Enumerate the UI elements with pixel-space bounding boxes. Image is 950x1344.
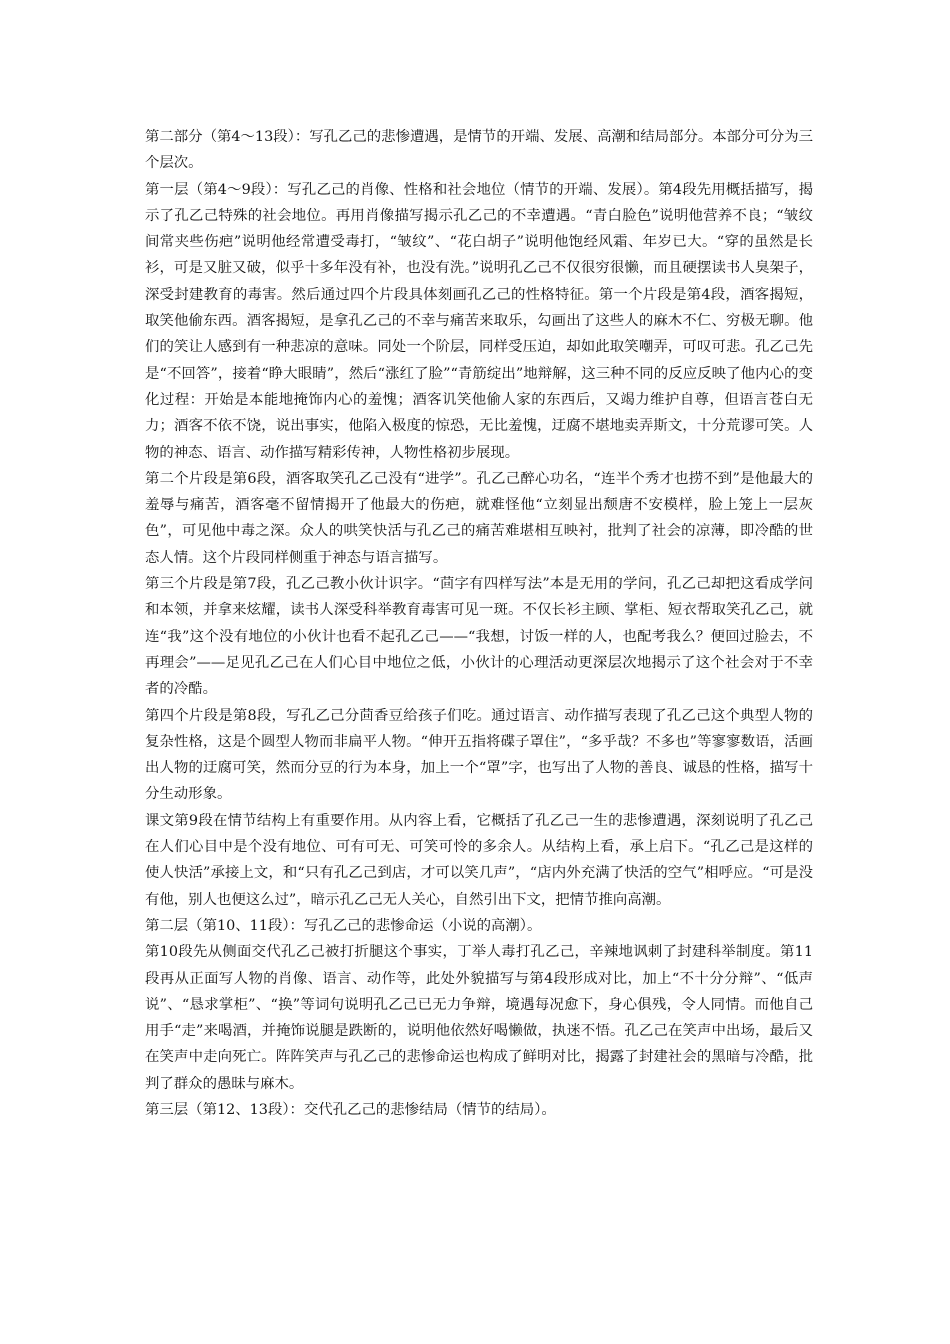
paragraph-section-nine: 课文第9段在情节结构上有重要作用。从内容上看，它概括了孔乙己一生的悲惨遭遇，深刻说明了孔乙己在人们心目中是个没有地位、可有可无、可笑可怜的多余人。从结构上看，承上启下。“孔乙己是这样的使人快活”承接上文，和“只有孔乙己到店，才可以笑几声”，“店内外充满了快活的空气”相呼应。“可是没有他，别人也便这么过”，暗示孔乙己无人关心，自然引出下文，把情节推向高潮。: [145, 812, 813, 908]
paragraph-layer-two-heading: 第二层（第10、11段）：写孔乙己的悲惨命运（小说的高潮）。: [145, 917, 542, 934]
paragraph-layer-three-heading: 第三层（第12、13段）：交代孔乙己的悲惨结局（情节的结局）。: [145, 1101, 556, 1118]
paragraph-layer-one: 第一层（第4～9段）：写孔乙己的肖像、性格和社会地位（情节的开端、发展）。第4段先用概括描写，揭示了孔乙己特殊的社会地位。再用肖像描写揭示孔乙己的不幸遭遇。“青白脸色”说明他营养不良；“皱纹间常夹些伤疤”说明他经常遭受毒打，“皱纹”、“花白胡子”说明他饱经风霜、年岁已大。“穿的虽然是长衫，可是又脏又破，似乎十多年没有补，也没有洗。”说明孔乙己不仅很穷很懒，而且硬摆读书人臭架子，深受封建教育的毒害。然后通过四个片段具体刻画孔乙己的性格特征。第一个片段是第4段，酒客揭短，取笑他偷东西。酒客揭短，是拿孔乙己的不幸与痛苦来取乐，勾画出了这些人的麻木不仁、穷极无聊。他们的笑让人感到有一种悲凉的意味。同处一个阶层，同样受压迫，却如此取笑嘲弄，可叹可悲。孔乙己先是“不回答”，接着“睁大眼睛”，然后“涨红了脸”“青筋绽出”地辩解，这三种不同的反应反映了他内心的变化过程：开始是本能地掩饰内心的羞愧；酒客讥笑他偷人家的东西后，又竭力维护自尊，但语言苍白无力；酒客不依不饶，说出事实，他陷入极度的惊恐，无比羞愧，迂腐不堪地卖弄斯文，十分荒谬可笑。人物的神态、语言、动作描写精彩传神，人物性格初步展现。: [145, 181, 813, 461]
paragraph-part-two-overview: 第二部分（第4～13段）：写孔乙己的悲惨遭遇，是情节的开端、发展、高潮和结局部分。本部分可分为三个层次。: [145, 129, 813, 172]
paragraph-segment-three: 第三个片段是第7段，孔乙己教小伙计识字。“茴字有四样写法”本是无用的学问，孔乙己却把这看成学问和本领，并拿来炫耀，读书人深受科举教育毒害可见一斑。不仅长衫主顾、掌柜、短衣帮取笑孔乙己，就连“我”这个没有地位的小伙计也看不起孔乙己——“我想，讨饭一样的人，也配考我么？便回过脸去，不再理会”——足见孔乙己在人们心目中地位之低，小伙计的心理活动更深层次地揭示了这个社会对于不幸者的冷酷。: [145, 576, 813, 698]
paragraph-segment-four: 第四个片段是第8段，写孔乙己分茴香豆给孩子们吃。通过语言、动作描写表现了孔乙己这个典型人物的复杂性格，这是个圆型人物而非扁平人物。“伸开五指将碟子罩住”，“多乎哉？不多也”等寥寥数语，活画出人物的迂腐可笑，然而分豆的行为本身，加上一个“罩”字，也写出了人物的善良、诚恳的性格，描写十分生动形象。: [145, 707, 813, 803]
paragraph-segment-two: 第二个片段是第6段，酒客取笑孔乙己没有“进学”。孔乙己醉心功名，“连半个秀才也捞不到”是他最大的羞辱与痛苦，酒客毫不留情揭开了他最大的伤疤，就难怪他“立刻显出颓唐不安模样，脸上笼上一层灰色”，可见他中毒之深。众人的哄笑快活与孔乙己的痛苦难堪相互映衬，批判了社会的凉薄，即冷酷的世态人情。这个片段同样侧重于神态与语言描写。: [145, 470, 813, 566]
document-page: [145, 124, 813, 1123]
paragraph-layer-two-body: 第10段先从侧面交代孔乙己被打折腿这个事实，丁举人毒打孔乙己，辛辣地讽刺了封建科举制度。第11段再从正面写人物的肖像、语言、动作等，此处外貌描写与第4段形成对比，加上“不十分分辩”、“低声说”、“恳求掌柜”、“换”等词句说明孔乙己已无力争辩，境遇每况愈下，身心俱残，令人同情。而他自己用手“走”来喝酒，并掩饰说腿是跌断的，说明他依然好喝懒做，执迷不悟。孔乙己在笑声中出场，最后又在笑声中走向死亡。阵阵笑声与孔乙己的悲惨命运也构成了鲜明对比，揭露了封建社会的黑暗与冷酷，批判了群众的愚昧与麻木。: [145, 944, 813, 1092]
